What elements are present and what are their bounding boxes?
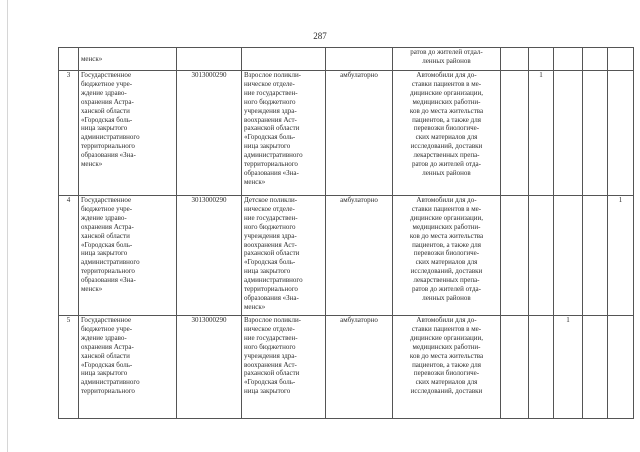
text-line: учреждения здра- [244, 231, 297, 240]
cell-purpose [393, 196, 501, 316]
text-line: ница закрытого [81, 124, 128, 133]
text-line: ханской области [81, 351, 130, 360]
cell-code: 3013000290 [177, 196, 242, 316]
table-row [59, 316, 634, 419]
text-line: исследований, доставки [410, 267, 483, 276]
text-line: ждение здраво- [81, 88, 127, 97]
cell-unit [242, 48, 326, 71]
text-line: перевозки биологиче- [413, 249, 480, 258]
text-line: воохранения Аст- [244, 240, 297, 249]
text-line: ническое отделе- [244, 79, 295, 88]
text-line: ков до места жительства [409, 106, 484, 115]
text-line: территориального [244, 285, 298, 294]
text-line: медицинских работни- [412, 342, 481, 351]
text-line: ских материалов для [415, 133, 478, 142]
text-line: Детское поликли- [244, 196, 298, 204]
page-number: 287 [313, 31, 327, 41]
document-table [58, 47, 634, 419]
text-line: административного [81, 378, 140, 387]
cell-flag [529, 196, 554, 316]
text-line: ница закрытого [244, 387, 291, 396]
cell-organization [79, 48, 177, 71]
cell-organization [79, 316, 177, 419]
text-line: ков до места жительства [409, 351, 484, 360]
cell-organization [79, 196, 177, 316]
cell-flag [501, 196, 529, 316]
text-line: административного [244, 151, 303, 160]
text-line: Государственное [81, 316, 132, 324]
text-line: административного [81, 258, 140, 267]
text-line: лекарственных препа- [413, 151, 480, 160]
purpose-line: ратов до жителей отдал- [410, 48, 483, 56]
cell-purpose [393, 71, 501, 196]
cell-flag [608, 48, 634, 71]
text-line: ратов до жителей отда- [412, 160, 481, 169]
text-line: образования «Зна- [81, 151, 136, 160]
text-line: территориального [81, 387, 135, 396]
text-line: ленных районов [422, 168, 471, 177]
text-line: образования «Зна- [244, 293, 299, 302]
purpose-line: ленных районов [422, 56, 471, 65]
cell-num: 4 [59, 196, 79, 316]
cell-organization [79, 71, 177, 196]
text-line: бюджетное учре- [81, 204, 133, 213]
cell-purpose [393, 48, 501, 71]
text-line: перевозки биологиче- [413, 124, 480, 133]
cell-code: 3013000290 [177, 71, 242, 196]
continued-row [59, 48, 634, 71]
text-line: территориального [81, 267, 135, 276]
text-line: ских материалов для [415, 258, 478, 267]
cell-unit [242, 71, 326, 196]
cell-flag: 1 [608, 196, 634, 316]
cell-code [177, 48, 242, 71]
text-line: медицинских работни- [412, 97, 481, 106]
cell-flag [583, 316, 608, 419]
cell-flag [608, 316, 634, 419]
cell-care-type: амбулаторно [326, 196, 393, 316]
text-line: «Городская боль- [244, 133, 296, 142]
text-line: менск» [244, 302, 266, 311]
cell-num [59, 48, 79, 71]
cell-care-type: амбулаторно [326, 71, 393, 196]
text-line: административного [81, 133, 140, 142]
cell-flag [554, 71, 583, 196]
text-line: ставки пациентов в ме- [411, 324, 482, 333]
cell-num: 5 [59, 316, 79, 419]
text-line: медицинских работни- [412, 222, 481, 231]
text-line: перевозки биологиче- [413, 369, 480, 378]
text-line: охранения Астра- [81, 342, 134, 351]
text-line: дицинские организации, [410, 213, 483, 222]
text-line: ническое отделе- [244, 324, 295, 333]
text-line: территориального [81, 142, 135, 151]
text-line: «Городская боль- [244, 378, 296, 387]
cell-unit [242, 316, 326, 419]
cell-flag [554, 196, 583, 316]
scan-edge-shadow [7, 0, 8, 452]
text-line: бюджетное учре- [81, 79, 133, 88]
cell-flag [529, 48, 554, 71]
text-line: ставки пациентов в ме- [411, 79, 482, 88]
table-row [59, 196, 634, 316]
text-line: Автомобили для до- [416, 71, 477, 79]
cell-flag [501, 48, 529, 71]
text-line: ница закрытого [81, 369, 128, 378]
text-line: ханской области [81, 106, 130, 115]
cell-flag [501, 71, 529, 196]
cell-flag [583, 196, 608, 316]
text-line: исследований, доставки [410, 142, 483, 151]
text-line: Государственное [81, 196, 132, 204]
text-line: ние государствен- [244, 88, 298, 97]
text-line: ние государствен- [244, 333, 298, 342]
cell-flag [554, 48, 583, 71]
text-line: раханской области [244, 124, 300, 133]
text-line: Автомобили для до- [416, 196, 477, 204]
text-line: образования «Зна- [81, 276, 136, 285]
text-line: воохранения Аст- [244, 360, 297, 369]
cell-flag [501, 316, 529, 419]
text-line: «Городская боль- [81, 240, 133, 249]
text-line: ница закрытого [244, 142, 291, 151]
text-line: ленных районов [422, 293, 471, 302]
text-line: «Городская боль- [81, 115, 133, 124]
cell-num: 3 [59, 71, 79, 196]
table-row [59, 71, 634, 196]
text-line: Взрослое поликли- [244, 71, 302, 79]
text-line: раханской области [244, 369, 300, 378]
text-line: ских материалов для [415, 378, 478, 387]
text-line: ние государствен- [244, 213, 298, 222]
text-line: менск» [81, 160, 103, 169]
text-line: менск» [81, 285, 103, 294]
cell-flag [583, 48, 608, 71]
text-line: исследований, доставки [410, 387, 483, 396]
text-line: учреждения здра- [244, 351, 297, 360]
text-line: дицинские организации, [410, 88, 483, 97]
text-line: ного бюджетного [244, 342, 296, 351]
text-line: Автомобили для до- [416, 316, 477, 324]
cell-flag: 1 [554, 316, 583, 419]
text-line: ратов до жителей отда- [412, 285, 481, 294]
text-line: ставки пациентов в ме- [411, 204, 482, 213]
org-tail: менск» [81, 54, 103, 63]
text-line: менск» [244, 177, 266, 186]
cell-flag [583, 71, 608, 196]
text-line: «Городская боль- [244, 258, 296, 267]
text-line: территориального [244, 160, 298, 169]
cell-flag [608, 71, 634, 196]
text-line: воохранения Аст- [244, 115, 297, 124]
text-line: образования «Зна- [244, 168, 299, 177]
text-line: ническое отделе- [244, 204, 295, 213]
text-line: ждение здраво- [81, 213, 127, 222]
text-line: «Городская боль- [81, 360, 133, 369]
cell-flag: 1 [529, 71, 554, 196]
text-line: ждение здраво- [81, 333, 127, 342]
text-line: охранения Астра- [81, 97, 134, 106]
text-line: пациентов, а также для [412, 115, 481, 124]
cell-flag [529, 316, 554, 419]
text-line: ков до места жительства [409, 231, 484, 240]
text-line: раханской области [244, 249, 300, 258]
cell-unit [242, 196, 326, 316]
text-line: пациентов, а также для [412, 240, 481, 249]
text-line: ница закрытого [81, 249, 128, 258]
text-line: бюджетное учре- [81, 324, 133, 333]
text-line: Взрослое поликли- [244, 316, 302, 324]
cell-care-type: амбулаторно [326, 316, 393, 419]
text-line: пациентов, а также для [412, 360, 481, 369]
text-line: лекарственных препа- [413, 276, 480, 285]
text-line: ханской области [81, 231, 130, 240]
cell-purpose [393, 316, 501, 419]
text-line: Государственное [81, 71, 132, 79]
text-line: ного бюджетного [244, 222, 296, 231]
text-line: административного [244, 276, 303, 285]
text-line: дицинские организации, [410, 333, 483, 342]
cell-code: 3013000290 [177, 316, 242, 419]
text-line: ного бюджетного [244, 97, 296, 106]
text-line: ница закрытого [244, 267, 291, 276]
cell-care-type [326, 48, 393, 71]
text-line: учреждения здра- [244, 106, 297, 115]
text-line: охранения Астра- [81, 222, 134, 231]
